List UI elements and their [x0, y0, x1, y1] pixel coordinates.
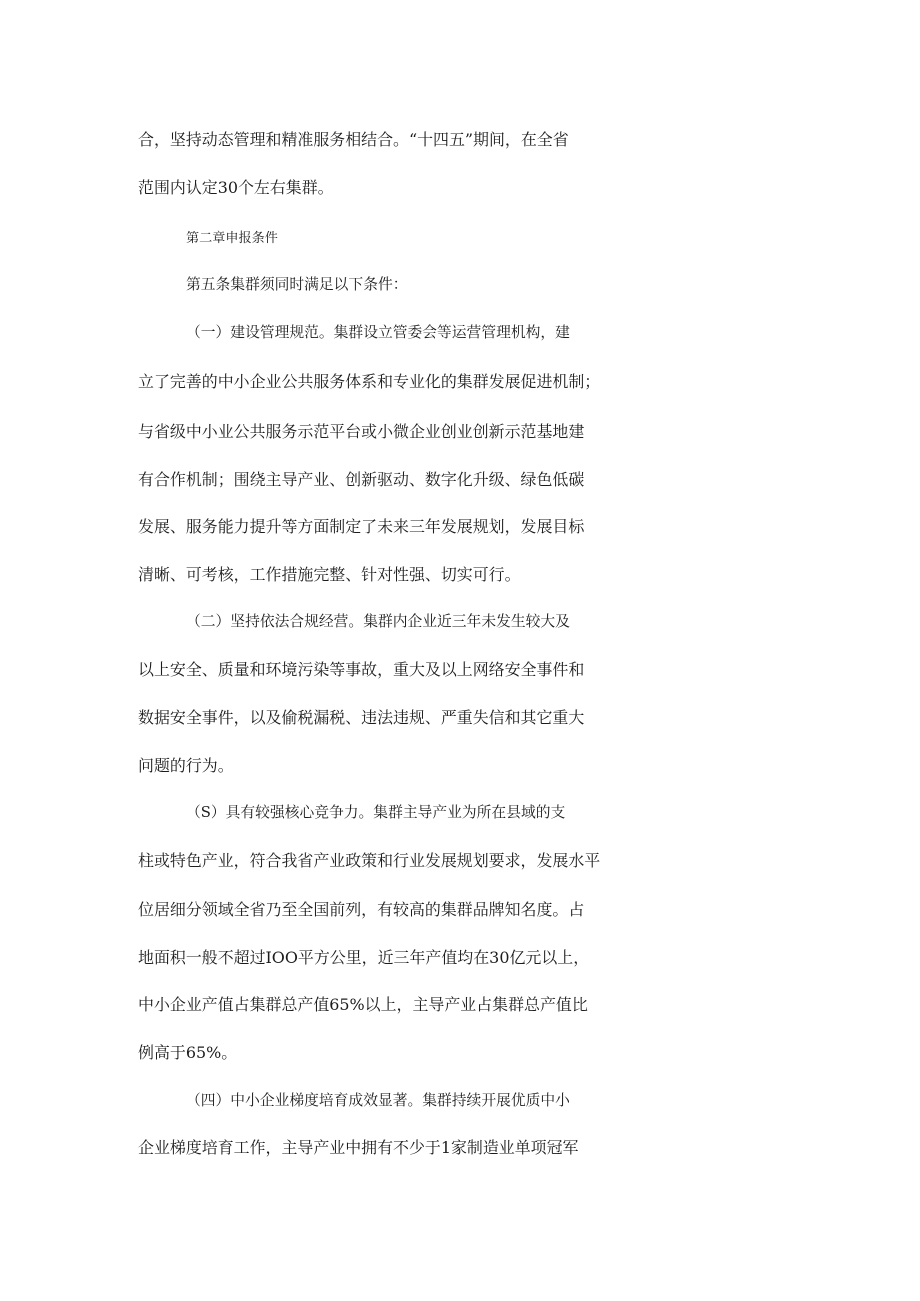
chapter-heading: 第二章申报条件 [186, 231, 278, 246]
text-line: （一）建设管理规范。集群设立管委会等运营管理机构，建 [186, 324, 570, 341]
text-line: 柱或特色产业，符合我省产业政策和行业发展规划要求，发展水平 [138, 851, 601, 870]
text-line: 问题的行为。 [138, 756, 234, 775]
article-heading: 第五条集群须同时满足以下条件： [186, 276, 408, 293]
text-line: 地面积一般不超过IOO平方公里，近三年产值均在30亿元以上， [138, 948, 590, 967]
text-line: 数据安全事件，以及偷税漏税、违法违规、严重失信和其它重大 [138, 708, 585, 727]
text-line: 与省级中小业公共服务示范平台或小微企业创业创新示范基地建 [138, 422, 585, 441]
text-line: 发展、服务能力提升等方面制定了未来三年发展规划，发展目标 [138, 517, 585, 536]
text-line: 以上安全、质量和环境污染等事故，重大及以上网络安全事件和 [138, 660, 585, 679]
text-line: 清晰、可考核，工作措施完整、针对性强、切实可行。 [138, 565, 521, 584]
text-line: 合，坚持动态管理和精准服务相结合。“十四五”期间，在全省 [138, 130, 569, 149]
text-line: 立了完善的中小企业公共服务体系和专业化的集群发展促进机制； [138, 372, 601, 391]
text-line: 位居细分领域全省乃至全国前列，有较高的集群品牌知名度。占 [138, 900, 585, 919]
text-line: （四）中小企业梯度培育成效显著。集群持续开展优质中小 [186, 1092, 570, 1109]
text-line: 中小企业产值占集群总产值65%以上，主导产业占集群总产值比 [138, 995, 588, 1014]
text-line: （二）坚持依法合规经营。集群内企业近三年未发生较大及 [186, 613, 570, 630]
text-line: 有合作机制；围绕主导产业、创新驱动、数字化升级、绿色低碳 [138, 470, 585, 489]
text-line: 例高于65%。 [138, 1043, 238, 1062]
text-line: 企业梯度培育工作，主导产业中拥有不少于1家制造业单项冠军 [138, 1138, 579, 1157]
text-line: 范围内认定30个左右集群。 [138, 178, 334, 197]
text-line: （S）具有较强核心竞争力。集群主导产业为所在县域的支 [186, 804, 566, 821]
